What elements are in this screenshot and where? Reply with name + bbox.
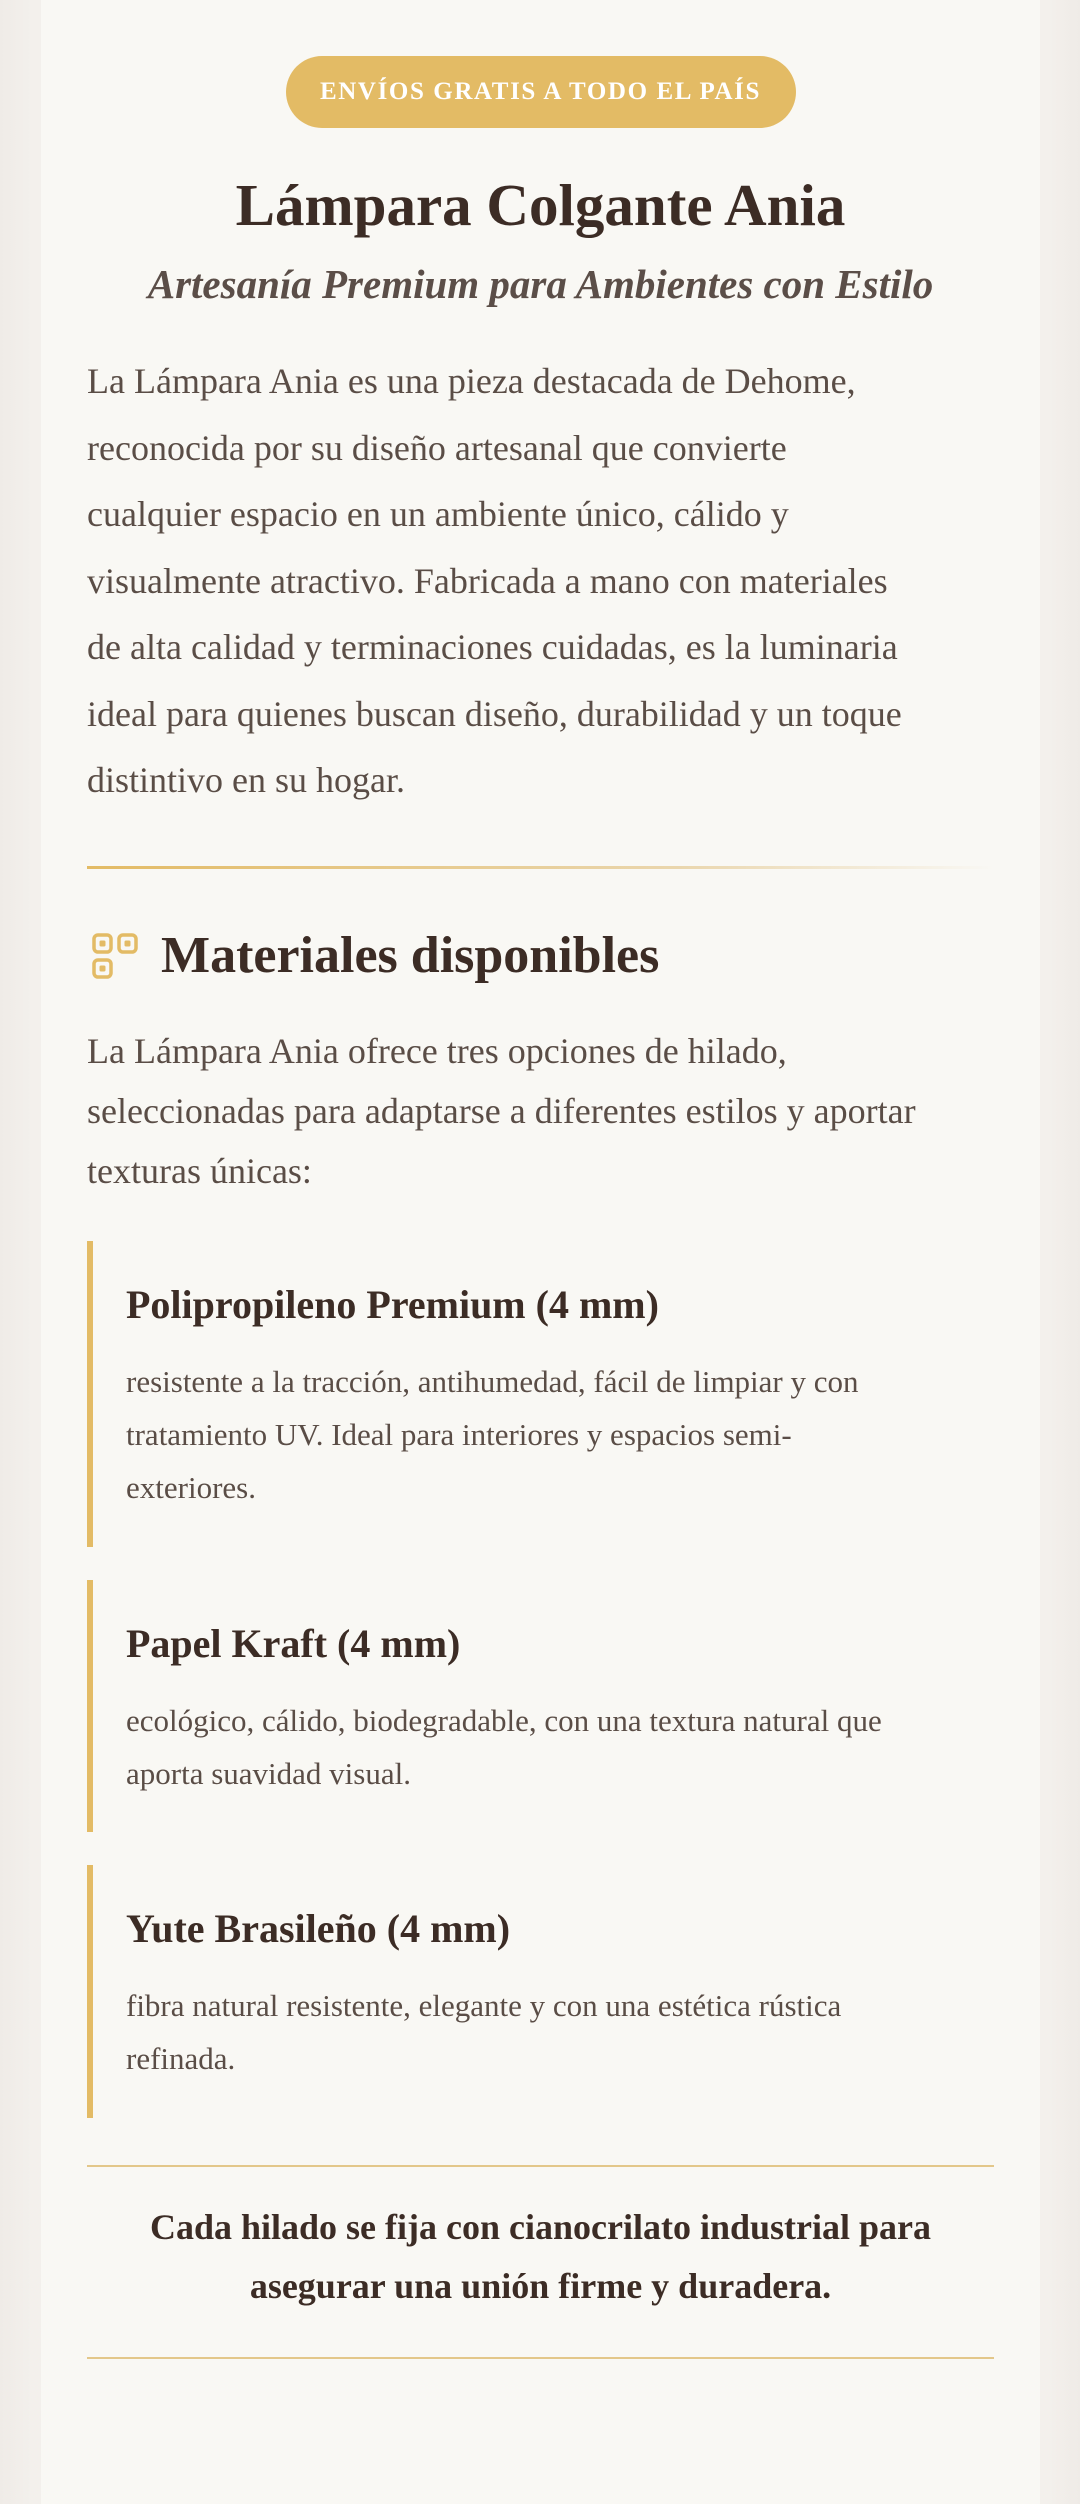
- material-name: Yute Brasileño (4 mm): [126, 1906, 511, 1951]
- intro-line: distintivo en su hogar.: [87, 760, 405, 800]
- fixing-note-line: asegurar una unión firme y duradera.: [249, 2266, 832, 2306]
- fixing-note: [117, 2198, 964, 2316]
- materials-intro: [87, 1021, 994, 1201]
- intro-paragraph: [87, 348, 994, 814]
- material-description-line: fibra natural resistente, elegante y con una estética rústica: [126, 1988, 842, 2023]
- product-subtitle: Artesanía Premium para Ambientes con Estilo: [147, 261, 934, 307]
- note-divider-bottom: [87, 2357, 994, 2359]
- materials-intro-line: La Lámpara Ania ofrece tres opciones de hilado,: [87, 1031, 787, 1071]
- materials-title: Materiales disponibles: [161, 927, 660, 984]
- material-description: [126, 1694, 986, 1800]
- material-card-yute: [87, 1865, 994, 2118]
- material-description: [126, 1355, 986, 1514]
- material-description-line: aporta suavidad visual.: [126, 1756, 411, 1791]
- intro-line: visualmente atractivo. Fabricada a mano con materiales: [87, 560, 888, 601]
- material-card-papel-kraft: [87, 1580, 994, 1832]
- free-shipping-badge: ENVÍOS GRATIS A TODO EL PAÍS: [286, 56, 796, 128]
- material-description-line: exteriores.: [126, 1470, 256, 1505]
- material-description-line: ecológico, cálido, biodegradable, con una textura natural que: [126, 1703, 882, 1738]
- shipping-banner-wrap: [87, 56, 994, 128]
- intro-line: La Lámpara Ania es una pieza destacada de Dehome,: [87, 361, 856, 401]
- material-description-line: refinada.: [126, 2041, 236, 2076]
- note-divider-top: [87, 2165, 994, 2167]
- fixing-note-line: Cada hilado se fija con cianocrilato industrial para: [149, 2207, 932, 2247]
- materials-intro-line: seleccionadas para adaptarse a diferentes estilos y aportar: [87, 1091, 916, 1131]
- material-description: [126, 1979, 986, 2085]
- intro-line: de alta calidad y terminaciones cuidadas, es la luminaria: [87, 627, 898, 667]
- materials-heading: [87, 918, 994, 994]
- material-name: Papel Kraft (4 mm): [126, 1621, 461, 1666]
- product-title: Lámpara Colgante Ania: [235, 172, 846, 238]
- intro-line: reconocida por su diseño artesanal que convierte: [87, 427, 787, 468]
- material-description-line: tratamiento UV. Ideal para interiores y espacios semi-: [126, 1417, 792, 1452]
- materials-intro-line: texturas únicas:: [87, 1151, 312, 1191]
- intro-line: cualquier espacio en un ambiente único, cálido y: [87, 494, 789, 534]
- intro-line: ideal para quienes buscan diseño, durabilidad y un toque: [87, 693, 902, 734]
- grid-icon: [91, 932, 139, 980]
- material-name: Polipropileno Premium (4 mm): [126, 1282, 659, 1327]
- section-divider: [87, 866, 994, 869]
- page: [41, 0, 1040, 2504]
- material-card-polipropileno: [87, 1241, 994, 1547]
- material-description-line: resistente a la tracción, antihumedad, fácil de limpiar y con: [126, 1364, 859, 1399]
